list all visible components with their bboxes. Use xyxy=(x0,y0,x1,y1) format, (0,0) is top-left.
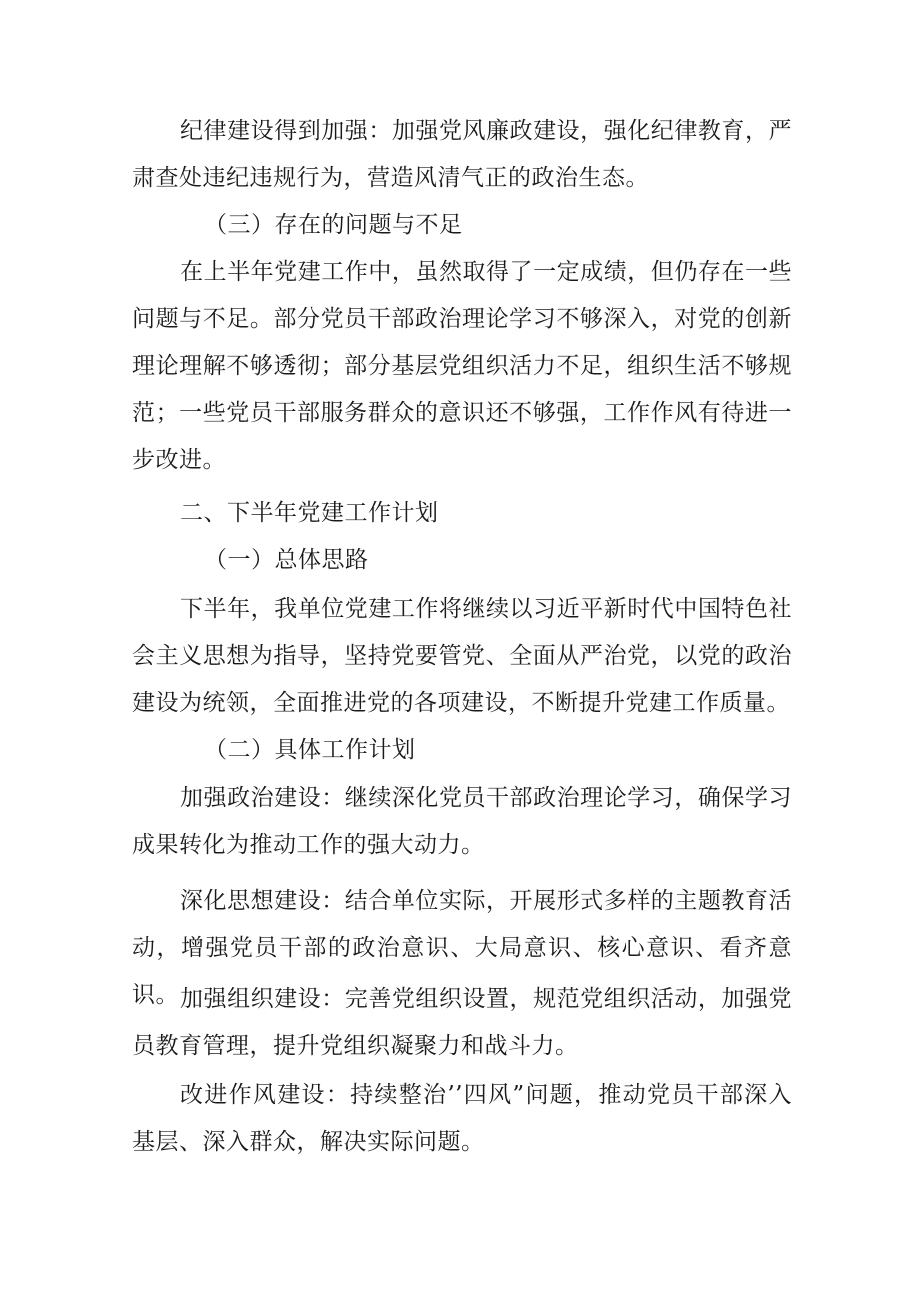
paragraph-problems: 在上半年党建工作中，虽然取得了一定成绩，但仍存在一些问题与不足。部分党员干部政治理论学习不够深入，对党的创新理论理解不够透彻；部分基层党组织活力不足，组织生活不够规范；一些党员干部服务群众的意识还不够强，工作作风有待进一步改进。 xyxy=(132,259,792,473)
subheading-problems: （三）存在的问题与不足 xyxy=(204,212,463,238)
paragraph-ideological: 深化思想建设：结合单位实际，开展形式多样的主题教育活动，增强党员干部的政治意识、大局意识、核心意识、看齐意识。 xyxy=(132,888,792,1008)
paragraph-political: 加强政治建设：继续深化党员干部政治理论学习，确保学习成果转化为推动工作的强大动力。 xyxy=(132,785,792,858)
paragraph-discipline: 纪律建设得到加强：加强党风廉政建设，强化纪律教育，严肃查处违纪违规行为，营造风清气正的政治生态。 xyxy=(132,118,792,191)
paragraph-style: 改进作风建设：持续整治’’四风”问题，推动党员干部深入基层、深入群众，解决实际问题。 xyxy=(132,1082,792,1155)
subheading-specific-plan: （二）具体工作计划 xyxy=(204,737,416,763)
paragraph-organizational: 加强组织建设：完善党组织设置，规范党组织活动，加强党员教育管理，提升党组织凝聚力和战斗力。 xyxy=(132,986,792,1059)
subheading-overall: （一）总体思路 xyxy=(204,547,369,573)
section-heading-plan: 二、下半年党建工作计划 xyxy=(180,500,439,526)
paragraph-overall: 下半年，我单位党建工作将继续以习近平新时代中国特色社会主义思想为指导，坚持党要管党、全面从严治党，以党的政治建设为统领，全面推进党的各项建设，不断提升党建工作质量。 xyxy=(132,596,792,716)
